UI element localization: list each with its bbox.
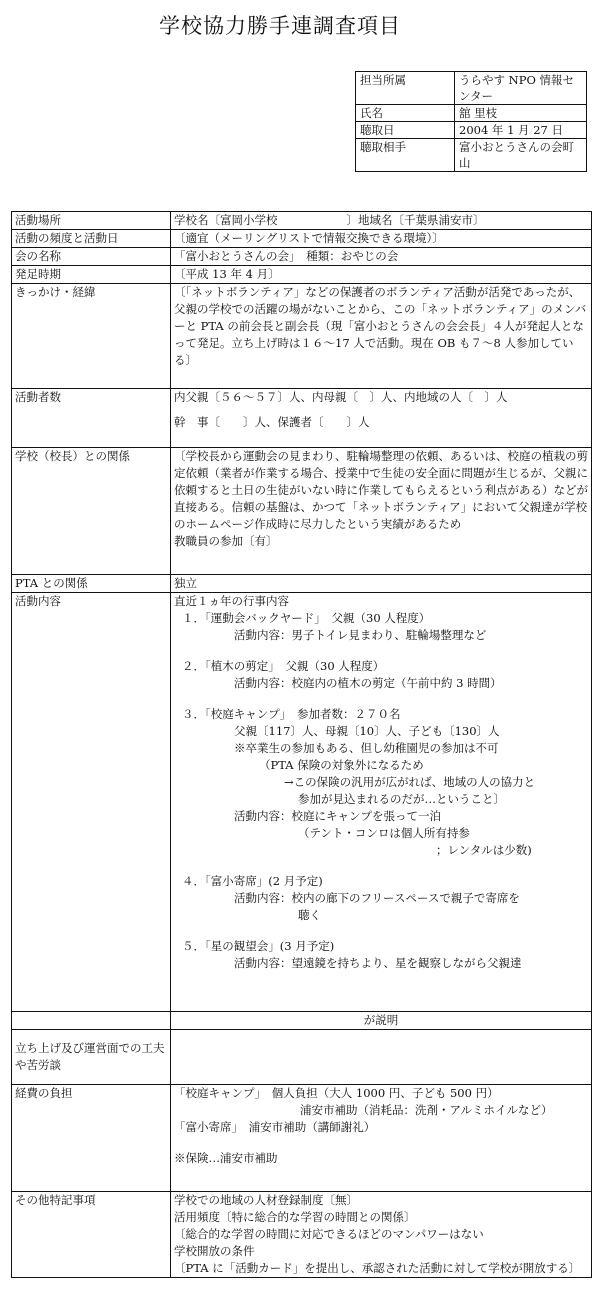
info-key: 氏名 [356, 105, 455, 122]
other-line: 活用頻度〔特に総合的な学習の時間との関係〕 [174, 1210, 416, 1224]
row-value: 〔適宜（メーリングリストで情報交換できる環境）〕 [171, 230, 592, 248]
activity-line: 活動内容：校庭内の植木の剪定（午前中約 3 時間） [234, 676, 502, 690]
activity-line: 活動内容：校内の廊下のフリースペースで親子で寄席を [234, 891, 520, 905]
info-row [356, 139, 587, 172]
row-key: 活動場所 [12, 212, 171, 230]
row-value: 学校名〔富岡小学校 〕地域名〔千葉県浦安市〕 [171, 212, 592, 230]
activity-line: ４．「富小寄席」(2 月予定) [182, 874, 323, 888]
row-key: きっかけ・経緯 [12, 284, 171, 389]
row-value [171, 593, 592, 1012]
row-value [171, 1030, 592, 1085]
row-frequency [12, 230, 592, 248]
info-value: 富小おとうさんの会町山 [455, 139, 587, 172]
members-line: 内父親〔５６～５７〕人、内母親〔 〕人、内地域の人〔 〕人 [174, 390, 508, 404]
info-value: 2004 年 1 月 27 日 [455, 122, 587, 139]
info-row [356, 122, 587, 139]
activity-line: →この保険の汎用が広がれば、地域の人の協力と [284, 775, 536, 789]
row-value [171, 389, 592, 448]
activity-line: ５．「星の観望会」(3 月予定) [182, 939, 335, 953]
row-key: その他特記事項 [12, 1192, 171, 1278]
row-key: 学校（校長）との関係 [12, 448, 171, 575]
activity-line: 活動内容：男子トイレ見まわり、駐輪場整理など [234, 628, 487, 642]
row-value: 〔平成 13 年 4 月〕 [171, 266, 592, 284]
row-effort [12, 1030, 592, 1085]
spacer [174, 1136, 588, 1150]
info-row [356, 72, 587, 105]
info-key: 聴取日 [356, 122, 455, 139]
row-key: 立ち上げ及び運営面での工夫や苦労談 [12, 1030, 171, 1085]
activity-line: ※卒業生の参加もある、但し幼稚園児の参加は不可 [234, 741, 499, 755]
activity-line: （PTA 保険の対象外になるため [259, 758, 424, 772]
spacer [174, 644, 588, 658]
row-value: 〔「ネットボランティア」などの保護者のボランティア活動が活発であったが、父親の学校での活躍の場がないことから、この「ネットボランティア」のメンバーと PTA の前会長と副会長（現「富小おとうさんの会会長」４人が発起人となって発足。立ち上げ時は１６～17 人で活動。現在 OB も７～8 人参加している〕 [171, 284, 592, 389]
row-key: 活動の頻度と活動日 [12, 230, 171, 248]
row-expenses [12, 1085, 592, 1192]
other-line: 学校での地域の人材登録制度〔無〕 [174, 1193, 358, 1207]
activity-line: １．「運動会バックヤード」 父親（30 人程度） [182, 611, 431, 625]
row-key: 経費の負担 [12, 1085, 171, 1192]
activity-line: 父親〔117〕人、母親〔10〕人、子ども〔130〕人 [234, 724, 500, 738]
row-key: 活動者数 [12, 389, 171, 448]
row-value [171, 1192, 592, 1278]
info-row [356, 105, 587, 122]
survey-table [11, 211, 592, 1278]
info-key: 担当所属 [356, 72, 455, 105]
other-line: 〔PTA に「活動カード」を提出し、承認された活動に対して学校が開放する〕 [174, 1261, 581, 1275]
spacer [174, 859, 588, 873]
members-line: 幹 事〔 〕人、保護者〔 〕人 [174, 415, 370, 429]
activity-line: 直近１ヵ年の行事内容 [174, 594, 289, 608]
page-title: 学校協力勝手連調査項目 [159, 14, 401, 38]
row-name [12, 248, 592, 266]
activity-line: 活動内容：望遠鏡を持ちより、星を観察しながら父親達 [234, 956, 522, 970]
activity-line: が説明 [171, 1012, 592, 1030]
row-school [12, 448, 592, 575]
other-line: 〔総合的な学習の時間に対応できるほどのマンパワーはない [174, 1227, 484, 1241]
info-value: 舘 里枝 [455, 105, 587, 122]
row-origin [12, 284, 592, 389]
expense-line: 「富小寄席」 浦安市補助（講師謝礼） [174, 1120, 376, 1134]
expense-line: 「校庭キャンプ」 個人負担（大人 1000 円、子ども 500 円） [174, 1086, 499, 1100]
activity-line: ；レンタルは少数) [436, 843, 532, 857]
expense-line: 浦安市補助（消耗品：洗剤・アルミホイルなど） [300, 1103, 553, 1117]
activity-line: ２．「植木の剪定」 父親（30 人程度） [182, 659, 385, 673]
activity-line: 活動内容：校庭にキャンプを張って一泊 [234, 809, 441, 823]
info-key: 聴取相手 [356, 139, 455, 172]
row-activities [12, 593, 592, 1012]
interview-info-table [355, 71, 587, 172]
activity-line: 参加が見込まれるのだが…ということ〕 [298, 792, 505, 806]
expense-line: ※保険…浦安市補助 [174, 1151, 278, 1165]
row-pta [12, 575, 592, 593]
row-location [12, 212, 592, 230]
activity-line: 聴く [298, 908, 321, 922]
activity-line: （テント・コンロは個人所有持参 [298, 826, 470, 840]
spacer [174, 692, 588, 706]
row-activities-continued [12, 1012, 592, 1030]
row-value [171, 1085, 592, 1192]
row-key-empty [12, 1012, 171, 1030]
staff-participation: 教職員の参加〔有〕 [174, 534, 278, 548]
row-key: 会の名称 [12, 248, 171, 266]
spacer [174, 924, 588, 938]
row-founded [12, 266, 592, 284]
school-relation-text: 〔学校長から運動会の見まわり、駐輪場整理の依頼、あるいは、校庭の植栽の剪定依頼（業者が作業する場合、授業中で生徒の安全面に問題が生じるが、父親に依頼すると土日の生徒がいない時に作業してもらえるという利点がある）などが直接ある。信頼の基盤は、かつて「ネットボランティア」において父親達が学校のホームページ作成時に尽力したという実績があるため [174, 449, 588, 531]
row-key: PTA との関係 [12, 575, 171, 593]
info-value: うらやす NPO 情報センター [455, 72, 587, 105]
other-line: 学校開放の条件 [174, 1244, 255, 1258]
row-key: 活動内容 [12, 593, 171, 1012]
row-key: 発足時期 [12, 266, 171, 284]
row-value: 「富小おとうさんの会」 種類：おやじの会 [171, 248, 592, 266]
row-value [171, 448, 592, 575]
activity-line: ３．「校庭キャンプ」 参加者数：２７０名 [182, 707, 401, 721]
row-members [12, 389, 592, 448]
row-other [12, 1192, 592, 1278]
row-value: 独立 [171, 575, 592, 593]
